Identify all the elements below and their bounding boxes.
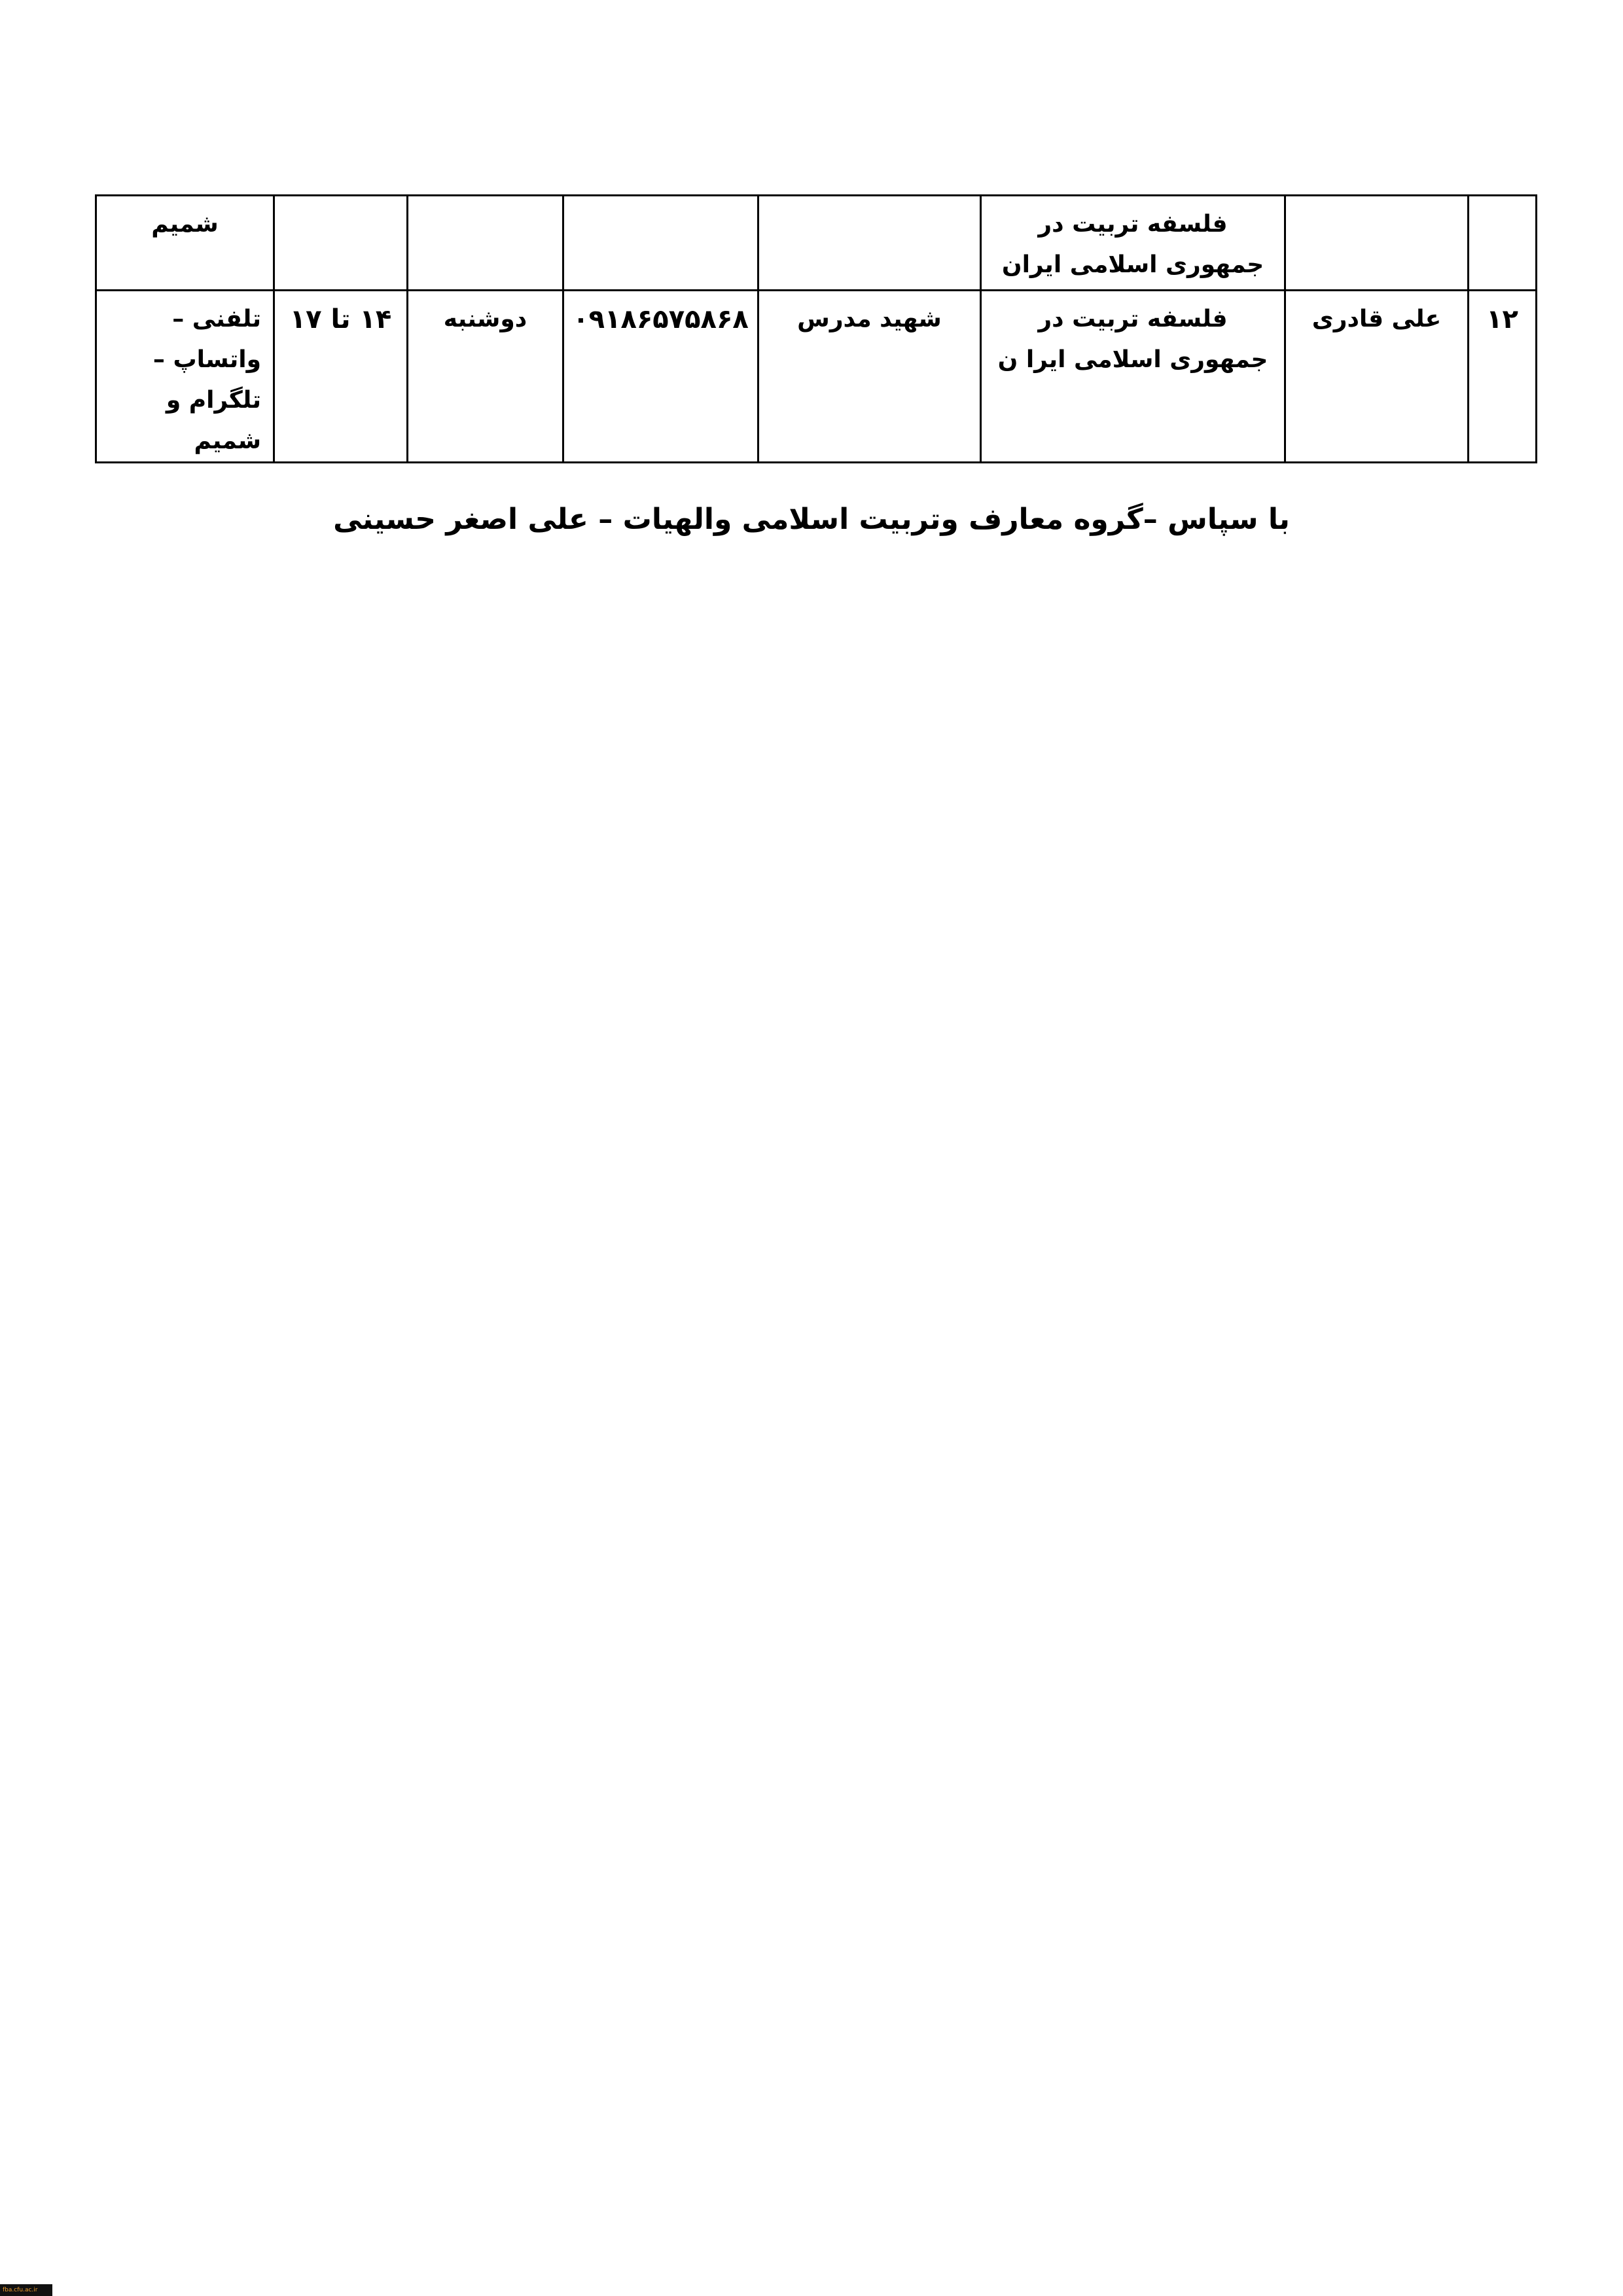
day-cell: دوشنبه bbox=[408, 291, 563, 463]
teacher-cell bbox=[1285, 196, 1469, 291]
teacher-cell: علی قادری bbox=[1285, 291, 1469, 463]
campus-cell: شهید مدرس bbox=[758, 291, 981, 463]
corner-stamp: fba.cfu.ac.ir bbox=[0, 2284, 52, 2296]
day-cell bbox=[408, 196, 563, 291]
row-number-cell bbox=[1469, 196, 1537, 291]
footer-note: با سپاس –گروه معارف وتربیت اسلامی والهیات – علی اصغر حسینی bbox=[333, 503, 1290, 536]
method-cell: شمیم bbox=[96, 196, 274, 291]
method-cell: تلفنی – واتساپ – تلگرام و شمیم bbox=[96, 291, 274, 463]
time-cell bbox=[274, 196, 408, 291]
table-row bbox=[96, 196, 1537, 291]
course-cell: فلسفه تربیت در جمهوری اسلامی ایرا ن bbox=[981, 291, 1285, 463]
course-cell: فلسفه تربیت در جمهوری اسلامی ایران bbox=[981, 196, 1285, 291]
schedule-table bbox=[95, 194, 1537, 463]
table-row bbox=[96, 291, 1537, 463]
row-number-cell: ۱۲ bbox=[1469, 291, 1537, 463]
phone-cell bbox=[563, 196, 758, 291]
time-cell: ۱۴ تا ۱۷ bbox=[274, 291, 408, 463]
phone-cell: ۰۹۱۸۶۵۷۵۸۶۸ bbox=[563, 291, 758, 463]
campus-cell bbox=[758, 196, 981, 291]
